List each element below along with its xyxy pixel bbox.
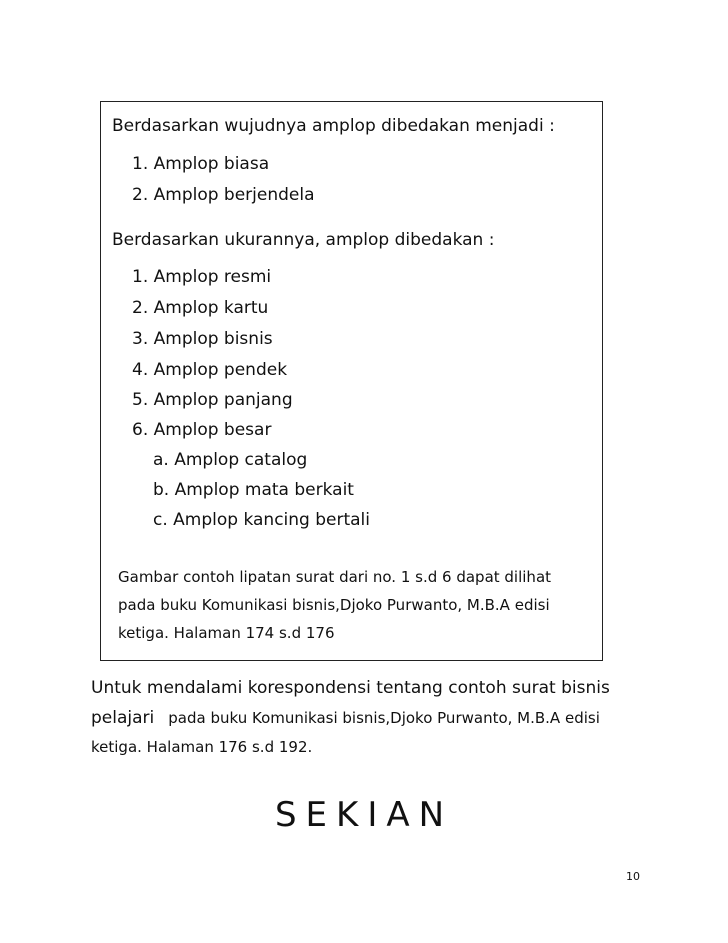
- list-item: 6. Amplop besar: [132, 420, 272, 440]
- note-line: ketiga. Halaman 174 s.d 176: [118, 624, 335, 642]
- wujud-heading: Berdasarkan wujudnya amplop dibedakan menjadi :: [112, 116, 555, 136]
- page-number: 10: [626, 870, 640, 883]
- list-item: 1. Amplop biasa: [132, 154, 270, 174]
- body-line-rest: pada buku Komunikasi bisnis,Djoko Purwanto, M.B.A edisi: [168, 709, 600, 727]
- ukuran-heading: Berdasarkan ukurannya, amplop dibedakan :: [112, 230, 495, 250]
- list-item: 5. Amplop panjang: [132, 390, 293, 410]
- closing-title: SEKIAN: [274, 795, 454, 835]
- note-line: Gambar contoh lipatan surat dari no. 1 s.d 6 dapat dilihat: [118, 568, 552, 586]
- body-line-lead: pelajari: [91, 708, 155, 728]
- body-line: [91, 710, 600, 727]
- list-item: 1. Amplop resmi: [132, 267, 272, 287]
- list-item: 3. Amplop bisnis: [132, 329, 273, 349]
- list-item: 4. Amplop pendek: [132, 360, 288, 380]
- list-item: 2. Amplop berjendela: [132, 185, 315, 205]
- list-item: 2. Amplop kartu: [132, 298, 269, 318]
- body-line: Untuk mendalami korespondensi tentang contoh surat bisnis: [91, 678, 610, 698]
- sublist-item: b. Amplop mata berkait: [153, 480, 354, 500]
- sublist-item: c. Amplop kancing bertali: [153, 510, 370, 530]
- note-line: pada buku Komunikasi bisnis,Djoko Purwanto, M.B.A edisi: [118, 596, 550, 614]
- body-line: ketiga. Halaman 176 s.d 192.: [91, 738, 313, 756]
- sublist-item: a. Amplop catalog: [153, 450, 308, 470]
